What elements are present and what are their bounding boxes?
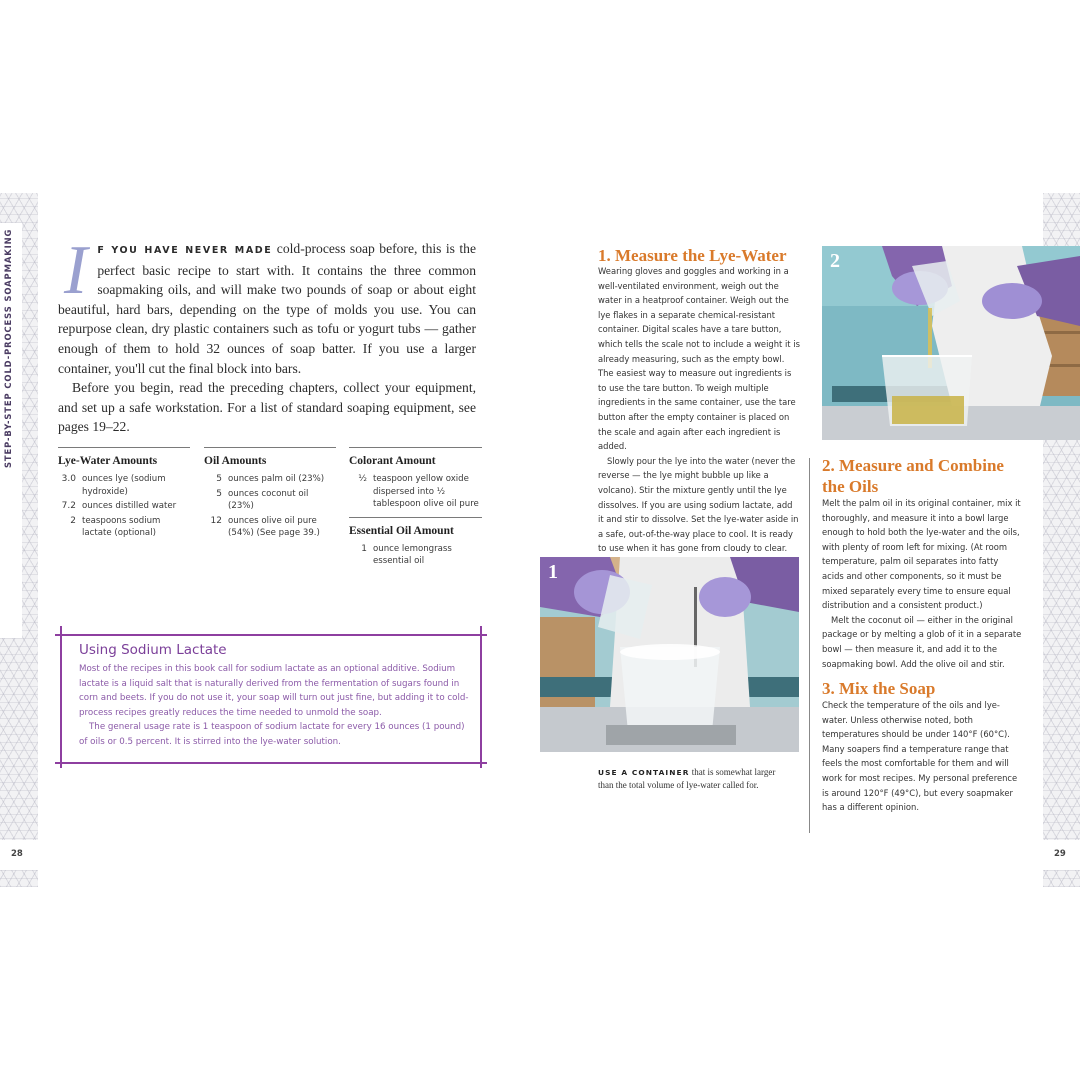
sodium-lactate-sidebar <box>55 626 487 768</box>
column-rule <box>204 447 336 448</box>
ingredient-row <box>58 473 190 498</box>
ingredient-text: teaspoons sodium lactate (optional) <box>82 515 161 538</box>
ingredient-text: ounces lye (sodium hydroxide) <box>82 474 166 497</box>
ingredient-row <box>204 473 336 486</box>
ingredient-row <box>349 543 482 568</box>
book-spread <box>0 193 1080 887</box>
ingredient-text: ounce lemongrass essential oil <box>373 543 452 566</box>
column-divider <box>809 458 810 833</box>
photo-pouring-lye-illustration <box>540 557 799 752</box>
ingredient-amount: 1 <box>361 543 367 554</box>
step-2-paragraph-2: Melt the coconut oil — either in the original package or by melting a glob of it in a separate bowl — then measure it, and add it to the soapmaking bowl. Add the olive oil and stir. <box>822 614 1022 669</box>
step-2-paragraph-1: Melt the palm oil in its original container, mix it thoroughly, and measure it into a bowl large enough to hold both the lye-water and the oils, with plenty of room left for mixing. (At room temperature, palm oil separates into fatty acids and other components, so it must be mixed separately every time to ensure equal distribution and a consistent product.) <box>822 498 1021 611</box>
lye-water-heading: Lye-Water Amounts <box>58 455 158 467</box>
ingredient-text: teaspoon yellow oxide dispersed into ½ tablespoon olive oil pure <box>373 474 479 509</box>
sidebar-paragraph-2: The general usage rate is 1 teaspoon of sodium lactate for every 16 ounces (1 pound) of oils or 0.5 percent. It is stirred into the lye-water solution. <box>79 722 465 747</box>
intro-paragraph-1 <box>58 232 476 378</box>
photo-caption <box>598 766 788 792</box>
photo-pouring-oil <box>822 246 1080 440</box>
ingredient-row <box>204 515 336 540</box>
sidebar-paragraph-1: Most of the recipes in this book call for sodium lactate as an optional additive. Sodium lactate is a liquid salt that is naturally derived from the fermentation of sugars found in corn and beets. If you do not use it, your soap will turn out just fine, but adding it to cold-process recipes greatly reduces the time needed to unmold the soap. <box>79 664 469 718</box>
ingredient-text: ounces distilled water <box>82 501 177 511</box>
essential-oil-heading: Essential Oil Amount <box>349 524 454 537</box>
ingredient-amount: 12 <box>210 515 222 526</box>
caption-text: that is somewhat larger than the total volume of lye-water called for. <box>598 767 776 790</box>
sidebar-title: Using Sodium Lactate <box>79 642 227 658</box>
ingredient-amount: 3.0 <box>61 474 76 484</box>
step-3-body <box>822 698 1022 815</box>
ingredient-amount: ½ <box>358 474 367 484</box>
step-2-body <box>822 496 1022 671</box>
ingredient-row <box>349 473 482 511</box>
caption-lead-in: USE A CONTAINER <box>598 768 690 777</box>
chapter-side-title: STEP-BY-STEP COLD-PROCESS SOAPMAKING <box>3 229 13 469</box>
column-rule <box>349 517 482 518</box>
page-number-left: 28 <box>11 849 23 859</box>
colorant-heading: Colorant Amount <box>349 455 436 467</box>
ingredient-text: ounces olive oil pure (54%) (See page 39.) <box>228 515 320 538</box>
intro-paragraph-1-text: cold-process soap before, this is the perfect basic recipe to start with. It contains the three common soapmaking oils, and will make two pounds of soap or about eight beautiful, hard bars, depending on the type of molds you use. You can repurpose clean, dry plastic containers such as tofu or yogurt tubs — gather enough of them to hold 32 ounces of soap batter. If you use a larger container, you'll cut the final block into bars. <box>58 241 476 376</box>
page-number-right: 29 <box>1054 849 1066 859</box>
photo-number-2: 2 <box>830 250 840 272</box>
step-1-heading: 1. Measure the Lye-Water <box>598 246 787 265</box>
intro-lead-in: F YOU HAVE NEVER MADE <box>97 245 273 256</box>
photo-pouring-oil-illustration <box>822 246 1080 440</box>
step-3-heading: 3. Mix the Soap <box>822 679 936 698</box>
ingredient-amount: 5 <box>216 474 222 484</box>
ingredient-row <box>58 515 190 540</box>
column-rule <box>58 447 190 448</box>
photo-number-1: 1 <box>548 561 558 583</box>
ingredient-amount: 7.2 <box>61 501 76 511</box>
sidebar-border-left <box>60 626 62 768</box>
intro-paragraph-2: Before you begin, read the preceding chapters, collect your equipment, and set up a safe workstation. For a list of standard soaping equipment, see pages 19–22. <box>58 380 476 435</box>
column-rule <box>349 447 482 448</box>
intro-text <box>58 232 476 437</box>
ingredient-amount: 5 <box>216 488 222 499</box>
step-1-paragraph-1: Wearing gloves and goggles and working in a well-ventilated environment, weigh out the water in a heatproof container. Weigh out the lye flakes in a separate chemical-resistant container. Digital scales have a tare button, which tells the scale not to include a weight it is already measuring, such as the empty bowl. The easiest way to measure out ingredients is to use the tare button. To weigh multiple ingredients in the same container, use the tare button after the empty container is placed on the scale and again after each ingredient is added. <box>598 266 800 452</box>
ingredient-row <box>204 488 336 513</box>
step-3-paragraph-1: Check the temperature of the oils and lye-water. Unless otherwise noted, both temperatures should be under 140°F (60°C). Many soapers find a temperature range that feels the most comfortable for them and will work for most recipes. My personal preference is around 120°F (49°C), but every soapmaker has a different opinion. <box>822 700 1018 813</box>
ingredient-amount: 2 <box>70 515 76 526</box>
sidebar-border-right <box>480 626 482 768</box>
ingredient-row <box>58 500 190 513</box>
colorant-amount <box>349 447 482 570</box>
ingredient-text: ounces palm oil (23%) <box>228 474 325 484</box>
drop-cap: I <box>64 232 88 309</box>
sidebar-border-bottom <box>55 762 487 764</box>
oil-heading: Oil Amounts <box>204 455 267 467</box>
photo-pouring-lye <box>540 557 799 752</box>
step-2-heading: 2. Measure and Combine the Oils <box>822 456 1004 496</box>
sidebar-body <box>79 662 469 750</box>
step-1-body <box>598 264 800 556</box>
oil-amounts <box>204 447 336 542</box>
lye-water-amounts <box>58 447 190 542</box>
step-1-paragraph-2: Slowly pour the lye into the water (never the reverse — the lye might bubble up like a volcano). Stir the mixture gently until the lye dissolves. If you are using sodium lactate, add it and stir to dissolve. Set the lye-water aside in a safe, out-of-the-way place to cool. It is ready to use when it has gone from cloudy to clear. <box>598 455 799 554</box>
sidebar-border-top <box>55 634 487 636</box>
ingredient-text: ounces coconut oil (23%) <box>228 488 309 511</box>
